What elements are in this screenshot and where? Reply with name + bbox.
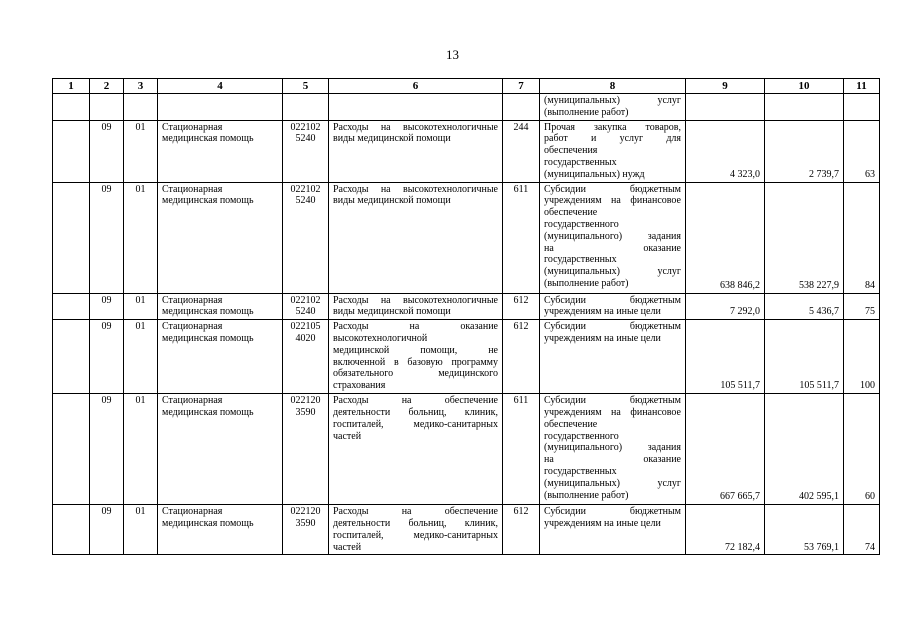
cell-line: Стационарная	[162, 321, 223, 333]
cell-line: Стационарная	[162, 395, 223, 407]
column-header: 11	[844, 79, 880, 94]
cell-line: государственных	[544, 156, 617, 168]
cell-c3: 01	[124, 182, 158, 293]
cell-line: Расходы на оказание	[333, 321, 498, 333]
cell-c5	[283, 293, 329, 320]
cell-line: медицинская помощь	[162, 133, 254, 145]
cell-line: медицинская помощь	[162, 332, 254, 344]
cell-line: 3590	[295, 517, 316, 529]
cell-line: госпиталей, медико-санитарных	[333, 418, 498, 430]
cell-c11: 60	[844, 394, 880, 505]
table-row	[53, 120, 880, 182]
cell-c9: 7 292,0	[686, 293, 765, 320]
cell-line: 3590	[295, 406, 316, 418]
cell-c1	[53, 293, 90, 320]
cell-c8	[540, 293, 686, 320]
cell-c11: 75	[844, 293, 880, 320]
cell-line: Расходы на высокотехнологичные	[333, 183, 498, 195]
cell-line: учреждениям на финансовое	[544, 195, 681, 207]
cell-c6	[329, 182, 503, 293]
cell-line: частей	[333, 430, 362, 442]
cell-c2: 09	[90, 320, 124, 394]
cell-c6	[329, 505, 503, 555]
cell-line: деятельности больниц, клиник,	[333, 517, 498, 529]
cell-line: виды медицинской помощи	[333, 306, 451, 318]
cell-line: обеспечения	[544, 145, 598, 157]
cell-line: Стационарная	[162, 183, 223, 195]
cell-line: (муниципальных) нужд	[544, 168, 645, 180]
header-row	[53, 79, 880, 94]
cell-c1	[53, 505, 90, 555]
cell-line: обеспечение	[544, 418, 598, 430]
cell-c5	[283, 182, 329, 293]
cell-c5	[283, 394, 329, 505]
cell-c3: 01	[124, 120, 158, 182]
cell-c11: 63	[844, 120, 880, 182]
cell-line: Прочая закупка товаров,	[544, 121, 681, 133]
cell-line: Субсидии бюджетным	[544, 395, 681, 407]
cell-c9: 638 846,2	[686, 182, 765, 293]
budget-table	[52, 78, 880, 555]
continuation-cell	[540, 94, 686, 121]
cell-line: страхования	[333, 380, 386, 392]
cell-line: (муниципальных) услуг	[544, 266, 681, 278]
cell-line: Расходы на обеспечение	[333, 395, 498, 407]
cell-c3: 01	[124, 293, 158, 320]
cell-line: на оказание	[544, 242, 681, 254]
cell-line: Субсидии бюджетным	[544, 321, 681, 333]
cell-c11: 100	[844, 320, 880, 394]
cell-c10: 538 227,9	[765, 182, 844, 293]
cell-line: 5240	[295, 133, 316, 145]
cell-line: Стационарная	[162, 506, 223, 518]
cell-line: на оказание	[544, 454, 681, 466]
cell-c2: 09	[90, 394, 124, 505]
cell-line: обязательного медицинского	[333, 368, 498, 380]
cell-line: медицинская помощь	[162, 517, 254, 529]
cell-line: учреждениям на иные цели	[544, 517, 661, 529]
cell-line: медицинская помощь	[162, 306, 254, 318]
cell-line: 4020	[295, 332, 316, 344]
cell-c2: 09	[90, 293, 124, 320]
cell-line: 022102	[290, 183, 321, 195]
cell-line: (муниципальных) услуг	[544, 95, 681, 106]
table-row	[53, 320, 880, 394]
cell-line: обеспечение	[544, 207, 598, 219]
cell-line: госпиталей, медико-санитарных	[333, 529, 498, 541]
cell-line: 022105	[290, 321, 321, 333]
cell-line: (выполнение работ)	[544, 106, 629, 118]
column-header: 2	[90, 79, 124, 94]
cell-c2: 09	[90, 120, 124, 182]
column-header: 3	[124, 79, 158, 94]
column-header: 6	[329, 79, 503, 94]
cell-line: 5240	[295, 195, 316, 207]
cell-line: учреждениям на иные цели	[544, 332, 661, 344]
cell-c6	[329, 320, 503, 394]
cell-c2: 09	[90, 505, 124, 555]
cell-c10: 105 511,7	[765, 320, 844, 394]
cell-line: Расходы на высокотехнологичные	[333, 294, 498, 306]
cell-line: (муниципального) задания	[544, 230, 681, 242]
cell-line: медицинской помощи, не	[333, 344, 498, 356]
cell-line: виды медицинской помощи	[333, 133, 451, 145]
cell-line: 022102	[290, 121, 321, 133]
column-header: 4	[158, 79, 283, 94]
cell-c4	[158, 120, 283, 182]
cell-c11: 74	[844, 505, 880, 555]
cell-line: Стационарная	[162, 294, 223, 306]
cell-c10: 402 595,1	[765, 394, 844, 505]
table-row	[53, 505, 880, 555]
cell-line: высокотехнологичной	[333, 332, 428, 344]
column-header: 9	[686, 79, 765, 94]
cell-c9: 72 182,4	[686, 505, 765, 555]
cell-line: государственных	[544, 254, 617, 266]
cell-c6	[329, 293, 503, 320]
cell-c7: 612	[503, 320, 540, 394]
cell-c4	[158, 293, 283, 320]
cell-c5	[283, 320, 329, 394]
cell-line: медицинская помощь	[162, 406, 254, 418]
table-row	[53, 293, 880, 320]
cell-c7: 611	[503, 394, 540, 505]
cell-c7: 611	[503, 182, 540, 293]
cell-c3: 01	[124, 320, 158, 394]
cell-line: включенной в базовую программу	[333, 356, 498, 368]
cell-c1	[53, 394, 90, 505]
cell-c4	[158, 320, 283, 394]
cell-line: Расходы на обеспечение	[333, 506, 498, 518]
cell-line: Расходы на высокотехнологичные	[333, 121, 498, 133]
cell-line: учреждениям на иные цели	[544, 306, 661, 318]
cell-c8	[540, 320, 686, 394]
cell-c8	[540, 120, 686, 182]
cell-c7: 244	[503, 120, 540, 182]
cell-c6	[329, 394, 503, 505]
cell-line: Субсидии бюджетным	[544, 506, 681, 518]
continuation-row	[53, 94, 880, 121]
page-number: 13	[446, 47, 459, 62]
cell-c10: 2 739,7	[765, 120, 844, 182]
cell-c10: 53 769,1	[765, 505, 844, 555]
cell-c1	[53, 182, 90, 293]
column-header: 5	[283, 79, 329, 94]
cell-c5	[283, 505, 329, 555]
cell-c3: 01	[124, 505, 158, 555]
cell-c9: 667 665,7	[686, 394, 765, 505]
cell-c3: 01	[124, 394, 158, 505]
cell-c9: 105 511,7	[686, 320, 765, 394]
cell-c8	[540, 182, 686, 293]
cell-c8	[540, 394, 686, 505]
cell-line: (муниципального) задания	[544, 442, 681, 454]
table-row	[53, 182, 880, 293]
cell-c7: 612	[503, 293, 540, 320]
cell-line: виды медицинской помощи	[333, 195, 451, 207]
cell-line: государственного	[544, 430, 619, 442]
table-row	[53, 394, 880, 505]
column-header: 1	[53, 79, 90, 94]
cell-line: Субсидии бюджетным	[544, 294, 681, 306]
cell-line: учреждениям на финансовое	[544, 406, 681, 418]
column-header: 10	[765, 79, 844, 94]
cell-c6	[329, 120, 503, 182]
cell-line: государственных	[544, 465, 617, 477]
cell-line: Субсидии бюджетным	[544, 183, 681, 195]
column-header: 8	[540, 79, 686, 94]
cell-c4	[158, 182, 283, 293]
cell-line: (выполнение работ)	[544, 277, 629, 289]
cell-line: (выполнение работ)	[544, 489, 629, 501]
cell-line: (муниципальных) услуг	[544, 477, 681, 489]
cell-c4	[158, 394, 283, 505]
cell-line: медицинская помощь	[162, 195, 254, 207]
cell-c10: 5 436,7	[765, 293, 844, 320]
cell-line: государственного	[544, 218, 619, 230]
cell-line: 022120	[290, 506, 321, 518]
cell-c2: 09	[90, 182, 124, 293]
cell-line: работ и услуг для	[544, 133, 681, 145]
column-header: 7	[503, 79, 540, 94]
cell-c1	[53, 320, 90, 394]
cell-c4	[158, 505, 283, 555]
cell-line: частей	[333, 541, 362, 553]
cell-c5	[283, 120, 329, 182]
cell-line: 022120	[290, 395, 321, 407]
cell-c8	[540, 505, 686, 555]
cell-c9: 4 323,0	[686, 120, 765, 182]
cell-c11: 84	[844, 182, 880, 293]
cell-c7: 612	[503, 505, 540, 555]
cell-line: 022102	[290, 294, 321, 306]
cell-line: Стационарная	[162, 121, 223, 133]
cell-line: 5240	[295, 306, 316, 318]
cell-c1	[53, 120, 90, 182]
cell-line: деятельности больниц, клиник,	[333, 406, 498, 418]
